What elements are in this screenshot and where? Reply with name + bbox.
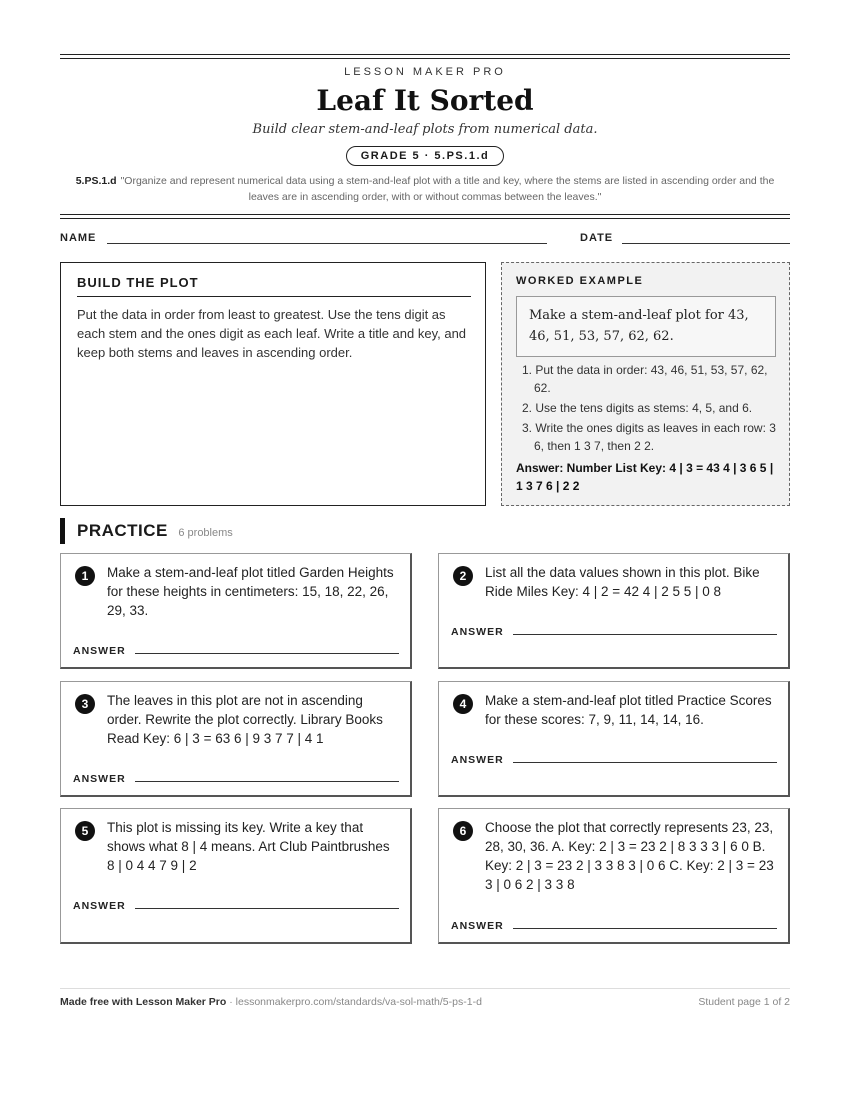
worksheet-page (60, 0, 790, 1100)
footer-url[interactable]: · lessonmakerpro.com/standards/va-sol-math/5-ps-1-d (226, 996, 482, 1008)
problem-question: This plot is missing its key. Write a key that shows what 8 | 4 means. Art Club Paintbrushes 8 | 0 4 4 7 9 | 2 (107, 820, 390, 873)
problem-card-3 (60, 681, 412, 797)
worked-example-box (501, 262, 790, 506)
worked-example-prompt: Make a stem-and-leaf plot for 43, 46, 51, 53, 57, 62, 62. (516, 296, 776, 357)
problem-card-5 (60, 808, 412, 944)
build-heading: BUILD THE PLOT (77, 275, 471, 297)
answer-label: ANSWER (73, 900, 126, 912)
worked-example-heading: WORKED EXAMPLE (516, 275, 644, 287)
answer-label: ANSWER (451, 920, 504, 932)
problem-question: Make a stem-and-leaf plot titled Garden Heights for these heights in centimeters: 15, 18, 22, 26, 29, 33. (107, 565, 394, 618)
problem-card-2 (438, 553, 790, 669)
worked-step: 1. Put the data in order: 43, 46, 51, 53, 57, 62, 62. (522, 363, 768, 395)
problem-number: 6 (453, 821, 473, 841)
problem-card-6 (438, 808, 790, 944)
answer-field[interactable] (513, 928, 777, 929)
answer-field[interactable] (135, 781, 399, 782)
worked-step: 2. Use the tens digits as stems: 4, 5, and 6. (522, 401, 753, 415)
problem-number: 4 (453, 694, 473, 714)
standard-code: 5.PS.1.d (75, 175, 117, 187)
answer-field[interactable] (513, 634, 777, 635)
practice-count: 6 problems (178, 527, 233, 539)
practice-title: PRACTICE (77, 521, 168, 540)
answer-label: ANSWER (73, 645, 126, 657)
standard-text: "Organize and represent numerical data using a stem-and-leaf plot with a title and key, where the stems are listed in ascending order and the leaves are in ascending order, with or without commas between the leaves." (120, 175, 775, 203)
answer-label: ANSWER (451, 626, 504, 638)
date-field[interactable] (622, 243, 790, 244)
problem-question: Choose the plot that correctly represents 23, 23, 28, 30, 36. A. Key: 2 | 3 = 23 2 | 8 3 3 3 | 6 0 B. Key: 2 | 3 = 23 2 | 3 3 8 3 | 0 6 C. Key: 2 | 3 = 23 3 | 0 6 2 | 3 3 8 (485, 820, 774, 892)
name-field[interactable] (107, 243, 547, 244)
problem-number: 5 (75, 821, 95, 841)
problem-card-4 (438, 681, 790, 797)
standard-description (60, 173, 790, 205)
worksheet-subtitle: Build clear stem-and-leaf plots from numerical data. (252, 122, 598, 137)
footer-made-with: Made free with Lesson Maker Pro (60, 996, 227, 1008)
worked-step: 3. Write the ones digits as leaves in each row: 3 6, then 1 3 7, then 2 2. (522, 421, 776, 453)
problem-card-1 (60, 553, 412, 669)
problem-number: 1 (75, 566, 95, 586)
problem-number: 2 (453, 566, 473, 586)
worked-example-steps (516, 361, 778, 457)
practice-header (60, 518, 233, 544)
problem-question: Make a stem-and-leaf plot titled Practice Scores for these scores: 7, 9, 11, 14, 14, 16. (485, 693, 772, 727)
footer-rule (60, 988, 790, 989)
problem-question: List all the data values shown in this plot. Bike Ride Miles Key: 4 | 2 = 42 4 | 2 5 5 | 0 8 (485, 565, 760, 599)
build-instructions: Put the data in order from least to greatest. Use the tens digit as each stem and the ones digit as each leaf. Write a title and key, and keep both stems and leaves in ascending order. (77, 307, 467, 360)
name-date-row (60, 232, 790, 246)
footer-page-number: Student page 1 of 2 (698, 996, 790, 1008)
brand-name: LESSON MAKER PRO (344, 66, 506, 78)
grade-badge-wrap (60, 146, 790, 166)
answer-label: ANSWER (73, 773, 126, 785)
answer-label: ANSWER (451, 754, 504, 766)
worksheet-title: Leaf It Sorted (316, 84, 534, 117)
worked-example-answer: Answer: Number List Key: 4 | 3 = 43 4 | 3 6 5 | 1 3 7 6 | 2 2 (516, 461, 774, 493)
date-label: DATE (580, 232, 614, 244)
header-bottom-rule (60, 214, 790, 219)
footer-credit (60, 996, 482, 1008)
answer-field[interactable] (513, 762, 777, 763)
answer-field[interactable] (135, 653, 399, 654)
answer-field[interactable] (135, 908, 399, 909)
top-rule (60, 54, 790, 59)
grade-badge: GRADE 5 · 5.PS.1.d (346, 146, 504, 166)
name-label: NAME (60, 232, 97, 244)
problem-number: 3 (75, 694, 95, 714)
build-the-plot-box (60, 262, 486, 506)
problem-question: The leaves in this plot are not in ascending order. Rewrite the plot correctly. Library Books Read Key: 6 | 3 = 63 6 | 9 3 7 7 | 4 1 (107, 693, 383, 746)
